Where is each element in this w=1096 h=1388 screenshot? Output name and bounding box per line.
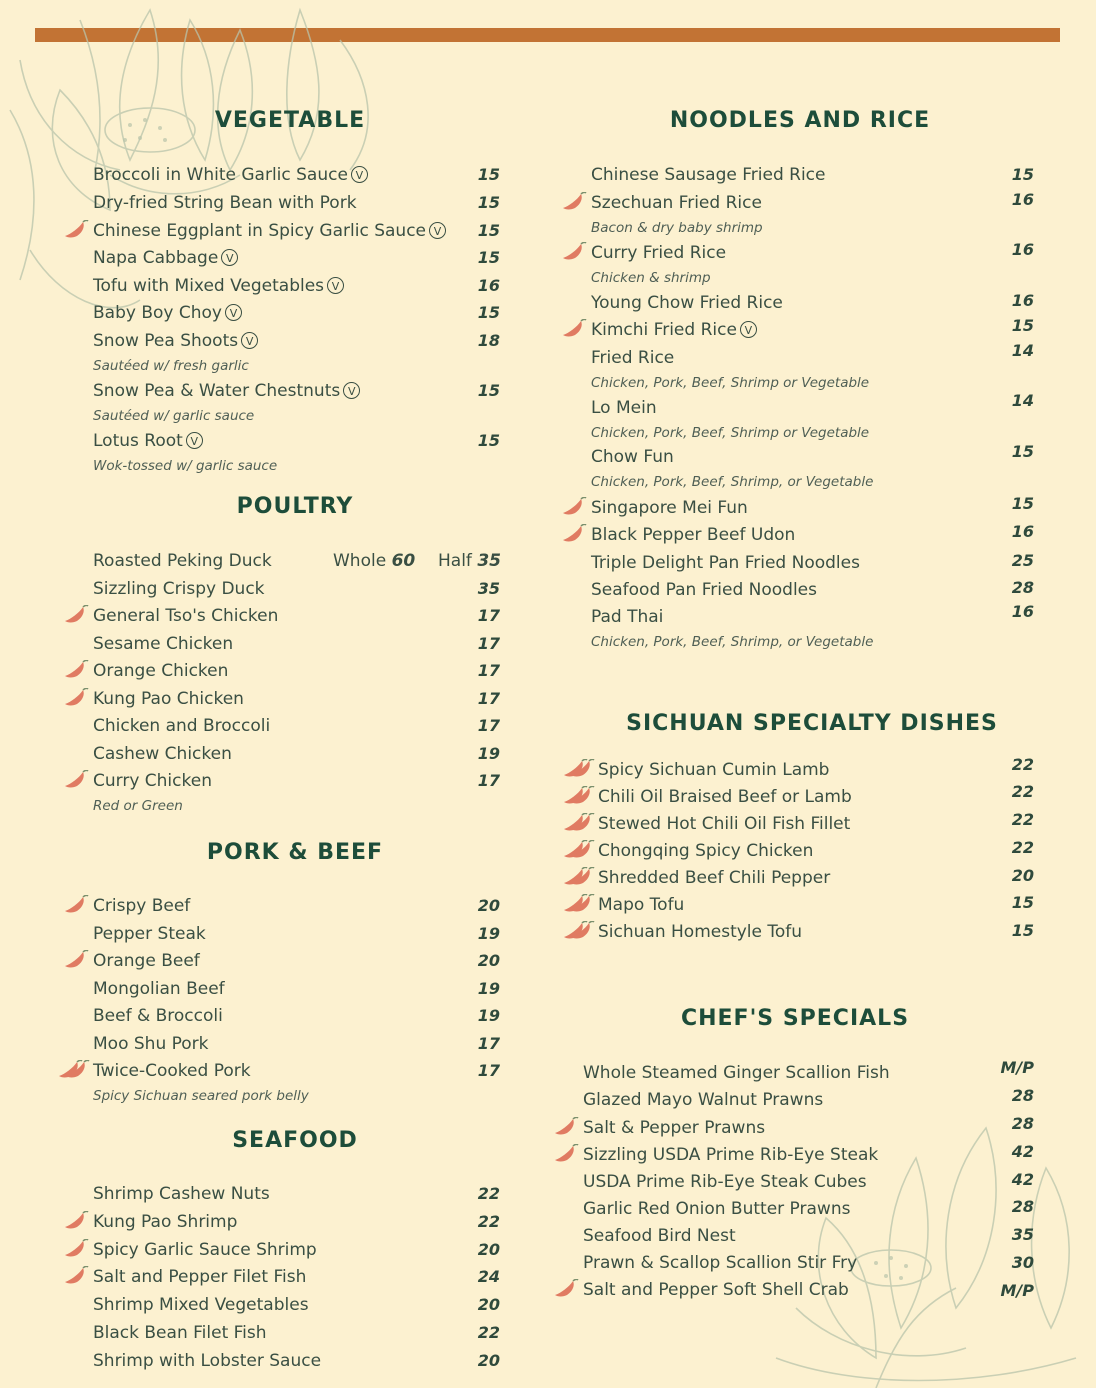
menu-item	[93, 276, 344, 296]
chili-pepper-icon	[63, 895, 91, 919]
menu-item-price: 15	[477, 165, 500, 184]
section-heading: PORK & BEEF	[206, 840, 384, 865]
menu-item-price: 16	[1011, 240, 1034, 259]
menu-item	[93, 193, 357, 213]
menu-item-name: Chow Fun	[591, 447, 674, 467]
menu-item-name: Napa Cabbage	[93, 248, 219, 268]
menu-item	[93, 951, 200, 971]
menu-item	[583, 1172, 867, 1192]
menu-item-description: Red or Green	[93, 798, 183, 814]
menu-item-description: Sautéed w/ fresh garlic	[93, 358, 249, 374]
menu-item-price: 17	[477, 771, 500, 790]
menu-item	[598, 787, 852, 807]
menu-item	[93, 744, 232, 764]
menu-item-name: Orange Beef	[93, 951, 200, 971]
menu-item-price: 22	[1011, 782, 1034, 801]
section-heading: SEAFOOD	[232, 1128, 358, 1153]
top-accent-bar	[35, 28, 1060, 42]
menu-item	[583, 1063, 890, 1083]
menu-item	[93, 1240, 317, 1260]
menu-item-price: M/P	[1000, 1058, 1034, 1077]
menu-item-name: Sizzling USDA Prime Rib-Eye Steak	[583, 1145, 879, 1165]
double-chili-pepper-icon	[562, 894, 596, 918]
menu-item-price: 30	[1011, 1253, 1034, 1272]
menu-item	[93, 896, 190, 916]
menu-item-price: 17	[477, 1034, 500, 1053]
menu-item-price: 15	[477, 221, 500, 240]
menu-item-name: Sichuan Homestyle Tofu	[598, 922, 803, 942]
menu-item-price: 42	[1011, 1170, 1034, 1189]
vegetarian-icon: V	[351, 166, 368, 183]
chili-pepper-icon	[63, 1266, 91, 1290]
menu-item-name: Shrimp with Lobster Sauce	[93, 1351, 322, 1371]
menu-item	[591, 447, 674, 467]
duck-whole-option-price: 60	[391, 551, 416, 571]
menu-item-price: 17	[477, 634, 500, 653]
menu-item	[93, 924, 206, 944]
menu-item-name: Baby Boy Choy	[93, 303, 222, 323]
menu-item-price: 22	[477, 1184, 500, 1203]
menu-item-name: Szechuan Fried Rice	[591, 193, 762, 213]
menu-item-price: 20	[477, 1240, 500, 1259]
menu-item-name: Kimchi Fried Rice	[591, 320, 737, 340]
menu-item	[583, 1226, 736, 1246]
menu-item	[93, 221, 446, 241]
menu-item	[93, 579, 265, 599]
menu-item-name: Seafood Bird Nest	[583, 1226, 736, 1246]
chili-pepper-icon	[561, 192, 589, 216]
vegetarian-icon: V	[327, 277, 344, 294]
menu-item	[93, 979, 225, 999]
menu-item	[583, 1118, 765, 1138]
chili-pepper-icon	[561, 524, 589, 548]
menu-item-price: 25	[1011, 551, 1034, 570]
menu-item-price: 19	[477, 1006, 500, 1025]
menu-item-name: Salt and Pepper Soft Shell Crab	[583, 1280, 849, 1300]
menu-item-name: Crispy Beef	[93, 896, 191, 916]
chili-pepper-icon	[561, 319, 589, 343]
section-heading: VEGETABLE	[214, 108, 366, 133]
menu-item-price: 22	[1011, 755, 1034, 774]
vegetarian-icon: V	[225, 304, 242, 321]
menu-item-name: Shrimp Mixed Vegetables	[93, 1295, 309, 1315]
menu-item-name: Roasted Peking Duck	[93, 551, 272, 571]
menu-item	[591, 320, 757, 340]
menu-item-name: Mongolian Beef	[93, 979, 225, 999]
menu-item-name: Fried Rice	[591, 348, 675, 368]
menu-item	[93, 551, 272, 571]
menu-item-name: Salt and Pepper Filet Fish	[93, 1267, 307, 1287]
double-chili-pepper-icon	[562, 921, 596, 945]
menu-item-name: Chinese Eggplant in Spicy Garlic Sauce	[93, 221, 427, 241]
menu-item	[583, 1199, 850, 1219]
menu-item-description: Wok-tossed w/ garlic sauce	[93, 458, 278, 474]
menu-item-price: 20	[477, 896, 500, 915]
menu-item	[93, 1184, 270, 1204]
menu-item	[591, 243, 726, 263]
menu-item-description: Sautéed w/ garlic sauce	[93, 408, 255, 424]
menu-item-name: USDA Prime Rib-Eye Steak Cubes	[583, 1172, 867, 1192]
menu-item-price: 14	[1011, 341, 1034, 360]
menu-item-name: Curry Fried Rice	[591, 243, 727, 263]
menu-item-name: Singapore Mei Fun	[591, 498, 748, 518]
menu-item	[583, 1253, 857, 1273]
section-heading: POULTRY	[236, 494, 354, 519]
menu-item-description: Chicken, Pork, Beef, Shrimp, or Vegetable	[591, 634, 874, 650]
menu-item-price: 15	[1011, 494, 1034, 513]
menu-item	[93, 1351, 321, 1371]
menu-item-price: 20	[1011, 866, 1034, 885]
menu-item	[93, 1006, 223, 1026]
menu-item-name: Chicken and Broccoli	[93, 716, 271, 736]
menu-item-price: 16	[1011, 522, 1034, 541]
menu-item-description: Chicken, Pork, Beef, Shrimp or Vegetable	[591, 425, 870, 441]
menu-item	[93, 661, 228, 681]
menu-item-price: 19	[477, 924, 500, 943]
menu-item-price: 17	[477, 716, 500, 735]
chili-pepper-icon	[553, 1117, 581, 1141]
vegetarian-icon: V	[343, 382, 360, 399]
menu-item	[93, 248, 238, 268]
menu-item-price: 22	[1011, 810, 1034, 829]
menu-item-name: Chinese Sausage Fried Rice	[591, 165, 826, 185]
menu-item-name: Young Chow Fried Rice	[591, 293, 783, 313]
menu-item-name: Lo Mein	[591, 398, 657, 418]
menu-item-price: 28	[1011, 1086, 1034, 1105]
menu-item-price: 42	[1011, 1142, 1034, 1161]
menu-item-name: Sizzling Crispy Duck	[93, 579, 265, 599]
double-chili-pepper-icon	[57, 1060, 91, 1084]
menu-item	[93, 1061, 251, 1081]
chili-pepper-icon	[63, 1239, 91, 1263]
menu-item-price: 28	[1011, 1197, 1034, 1216]
menu-item	[591, 348, 674, 368]
menu-item-price: 17	[477, 661, 500, 680]
menu-item	[583, 1090, 823, 1110]
section-heading: SICHUAN SPECIALTY DISHES	[626, 711, 998, 736]
menu-item	[93, 303, 242, 323]
menu-item	[93, 716, 270, 736]
menu-item-description: Chicken, Pork, Beef, Shrimp, or Vegetable	[591, 474, 874, 490]
menu-item-name: Pepper Steak	[93, 924, 206, 944]
menu-item-price: 17	[477, 1061, 500, 1080]
menu-item-price: 15	[1011, 165, 1034, 184]
menu-item-price: 15	[477, 381, 500, 400]
menu-item-price: 28	[1011, 578, 1034, 597]
menu-item	[93, 606, 278, 626]
menu-item-price: 15	[1011, 893, 1034, 912]
menu-item-name: Curry Chicken	[93, 771, 212, 791]
menu-item	[598, 922, 802, 942]
menu-item	[93, 1267, 306, 1287]
menu-item-name: Pad Thai	[591, 607, 664, 627]
menu-item-name: Whole Steamed Ginger Scallion Fish	[583, 1063, 890, 1083]
menu-item-price: 17	[477, 689, 500, 708]
menu-item	[591, 580, 817, 600]
section-heading: CHEF'S SPECIALS	[680, 1006, 910, 1031]
menu-item-price: 22	[477, 1212, 500, 1231]
menu-item-price: 22	[1011, 838, 1034, 857]
menu-item-price: M/P	[1000, 1281, 1034, 1300]
vegetarian-icon: V	[221, 249, 238, 266]
menu-item-name: Sesame Chicken	[93, 634, 234, 654]
menu-item-price: 18	[477, 331, 500, 350]
menu-item	[93, 1323, 267, 1343]
menu-item	[598, 841, 813, 861]
duck-whole-option	[333, 551, 415, 571]
chili-pepper-icon	[63, 688, 91, 712]
menu-item-name: Spicy Garlic Sauce Shrimp	[93, 1240, 317, 1260]
menu-item	[93, 165, 368, 185]
menu-item-price: 15	[477, 248, 500, 267]
menu-item	[93, 331, 258, 351]
double-chili-pepper-icon	[562, 759, 596, 783]
menu-item-name: Beef & Broccoli	[93, 1006, 223, 1026]
menu-item-price: 19	[477, 979, 500, 998]
menu-item-price: 20	[477, 1351, 500, 1370]
menu-item	[598, 868, 830, 888]
menu-item-name: Moo Shu Pork	[93, 1034, 209, 1054]
menu-item-description: Chicken & shrimp	[591, 270, 711, 286]
chili-pepper-icon	[561, 497, 589, 521]
menu-item	[93, 634, 233, 654]
double-chili-pepper-icon	[562, 840, 596, 864]
menu-item-name: Glazed Mayo Walnut Prawns	[583, 1090, 824, 1110]
menu-item-name: Cashew Chicken	[93, 744, 232, 764]
menu-item	[591, 398, 657, 418]
duck-whole-option-label: Whole	[333, 551, 387, 571]
menu-item	[598, 895, 684, 915]
menu-item-name: Kung Pao Shrimp	[93, 1212, 238, 1232]
menu-item-description: Bacon & dry baby shrimp	[591, 220, 763, 236]
double-chili-pepper-icon	[562, 867, 596, 891]
menu-item-price: 35	[1011, 1225, 1034, 1244]
menu-item-name: Snow Pea Shoots	[93, 331, 239, 351]
menu-item	[591, 607, 663, 627]
menu-item-name: Kung Pao Chicken	[93, 689, 244, 709]
menu-item-price: 15	[477, 431, 500, 450]
menu-item-name: Tofu with Mixed Vegetables	[93, 276, 325, 296]
vegetarian-icon: V	[429, 222, 446, 239]
menu-item	[93, 431, 203, 451]
menu-item-name: Dry-fried String Bean with Pork	[93, 193, 357, 213]
menu-item-price: 28	[1011, 1114, 1034, 1133]
chili-pepper-icon	[63, 605, 91, 629]
menu-item-name: Seafood Pan Fried Noodles	[591, 580, 817, 600]
chili-pepper-icon	[63, 950, 91, 974]
menu-item-name: Triple Delight Pan Fried Noodles	[591, 553, 860, 573]
chili-pepper-icon	[63, 1211, 91, 1235]
menu-item-name: Mapo Tofu	[598, 895, 685, 915]
duck-half-option-label: Half	[438, 551, 472, 571]
menu-item	[583, 1145, 878, 1165]
menu-item	[591, 553, 860, 573]
duck-half-option-price: 35	[477, 551, 501, 571]
menu-item-name: Snow Pea & Water Chestnuts	[93, 381, 341, 401]
menu-item-name: Twice-Cooked Pork	[93, 1061, 251, 1081]
menu-item	[598, 814, 850, 834]
menu-item	[591, 193, 762, 213]
chili-pepper-icon	[63, 770, 91, 794]
menu-item-name: Stewed Hot Chili Oil Fish Fillet	[598, 814, 851, 834]
menu-item-price: 22	[477, 1323, 500, 1342]
menu-item-price: 35	[477, 579, 500, 598]
menu-item	[93, 1295, 309, 1315]
menu-item-name: Orange Chicken	[93, 661, 229, 681]
menu-item-price: 14	[1011, 391, 1034, 410]
chili-pepper-icon	[561, 242, 589, 266]
menu-item	[598, 760, 829, 780]
menu-item-description: Spicy Sichuan seared pork belly	[93, 1088, 309, 1104]
vegetarian-icon: V	[740, 321, 757, 338]
menu-item-price: 15	[1011, 316, 1034, 335]
menu-item-price: 16	[1011, 602, 1034, 621]
menu-item	[591, 165, 825, 185]
menu-item-price: 15	[1011, 442, 1034, 461]
menu-item-name: Chili Oil Braised Beef or Lamb	[598, 787, 852, 807]
menu-item-price: 19	[477, 744, 500, 763]
vegetarian-icon: V	[241, 332, 258, 349]
duck-half-option	[438, 551, 501, 571]
menu-item-name: Prawn & Scallop Scallion Stir Fry	[583, 1253, 858, 1273]
menu-item-price: 15	[477, 303, 500, 322]
menu-item	[591, 498, 748, 518]
chili-pepper-icon	[63, 660, 91, 684]
menu-item-price: 16	[1011, 190, 1034, 209]
section-heading: NOODLES AND RICE	[669, 108, 931, 133]
menu-item-name: Chongqing Spicy Chicken	[598, 841, 814, 861]
menu-item-name: Lotus Root	[93, 431, 183, 451]
menu-item	[93, 1212, 237, 1232]
menu-item	[93, 381, 360, 401]
menu-item-name: Spicy Sichuan Cumin Lamb	[598, 760, 830, 780]
menu-item-price: 24	[477, 1267, 500, 1286]
menu-item-price: 15	[1011, 921, 1034, 940]
menu-item-name: General Tso's Chicken	[93, 606, 279, 626]
menu-item-price: 17	[477, 606, 500, 625]
double-chili-pepper-icon	[562, 813, 596, 837]
menu-item	[583, 1280, 849, 1300]
menu-item-price: 20	[477, 951, 500, 970]
menu-item-description: Chicken, Pork, Beef, Shrimp or Vegetable	[591, 375, 870, 391]
double-chili-pepper-icon	[562, 786, 596, 810]
chili-pepper-icon	[553, 1144, 581, 1168]
menu-item-name: Black Pepper Beef Udon	[591, 525, 796, 545]
menu-item-name: Garlic Red Onion Butter Prawns	[583, 1199, 851, 1219]
vegetarian-icon: V	[186, 432, 203, 449]
menu-item	[591, 525, 795, 545]
menu-item-price: 16	[1011, 291, 1034, 310]
menu-item-name: Shredded Beef Chili Pepper	[598, 868, 831, 888]
menu-item-name: Salt & Pepper Prawns	[583, 1118, 766, 1138]
menu-item	[93, 689, 244, 709]
menu-item-price: 16	[477, 276, 500, 295]
chili-pepper-icon	[553, 1279, 581, 1303]
menu-item-price: 15	[477, 193, 500, 212]
menu-item-name: Broccoli in White Garlic Sauce	[93, 165, 348, 185]
menu-item	[93, 1034, 209, 1054]
menu-item-price: 20	[477, 1295, 500, 1314]
menu-item-name: Black Bean Filet Fish	[93, 1323, 267, 1343]
chili-pepper-icon	[63, 220, 91, 244]
menu-item-name: Shrimp Cashew Nuts	[93, 1184, 270, 1204]
menu-item	[591, 293, 783, 313]
menu-item	[93, 771, 212, 791]
